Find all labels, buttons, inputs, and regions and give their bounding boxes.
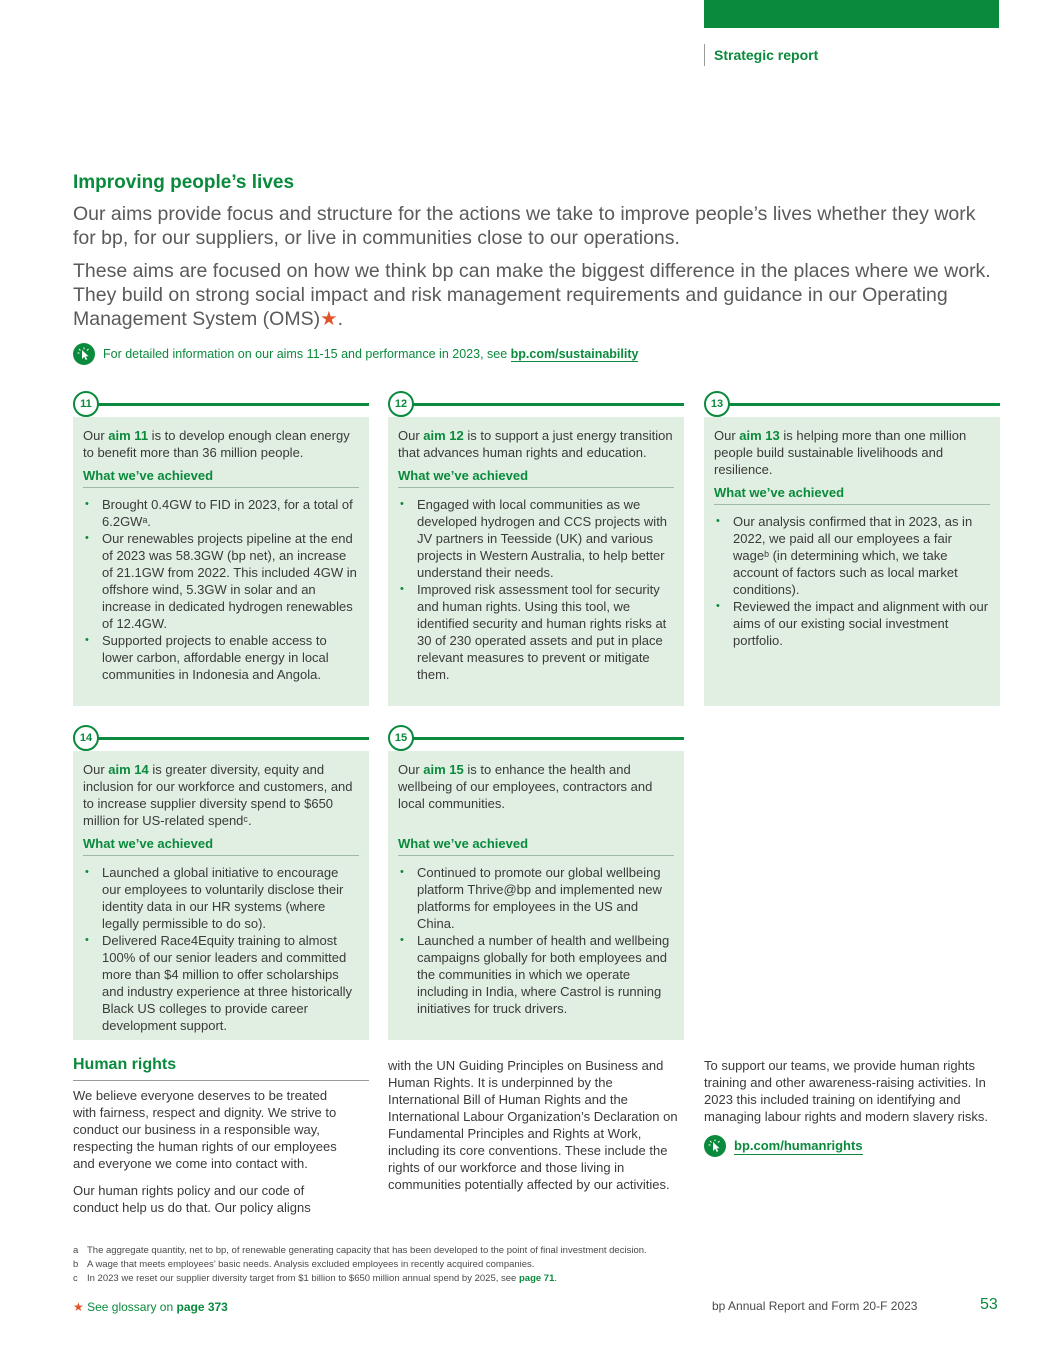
aim-description: Our aim 15 is to enhance the health and wellbeing of our employees, contractors and local communities. [398,762,653,811]
aim-card-14 [73,725,369,1040]
footnote-b: b A wage that meets employees’ basic needs. Analysis excluded employees in recently acquired companies. [73,1259,535,1270]
pointer-icon [73,343,95,365]
human-rights-col-2 [388,1057,680,1203]
list-item: • Launched a global initiative to encourage our employees to voluntarily disclose their identity data in our HR systems (where legally permissible to do so). [83,864,359,932]
list-item: • Our analysis confirmed that in 2023, as in 2022, we paid all our employees a fair wageᵇ (in determining which, we take account of factors such as local market conditions). [714,513,990,598]
human-rights-heading: Human rights [73,1056,369,1081]
achieved-heading: What we’ve achieved [714,484,990,505]
list-item: • Supported projects to enable access to lower carbon, affordable energy in local communities in Indonesia and Angola. [83,632,359,683]
sustainability-link-text: For detailed information on our aims 11-15 and performance in 2023, see bp.com/sustainability [103,347,639,361]
human-rights-paragraph: Our human rights policy and our code of conduct help us do that. Our policy aligns [73,1183,311,1215]
aim-card-15 [388,725,684,1040]
aim-description: Our aim 12 is to support a just energy transition that advances human rights and education. [398,428,673,460]
list-item: • Brought 0.4GW to FID in 2023, for a total of 6.2GWᵃ. [83,496,359,530]
human-rights-col-3 [704,1057,996,1157]
list-item: • Our renewables projects pipeline at the end of 2023 was 58.3GW (bp net), an increase of 21.1GW from 2022. This included 4GW in offshore wind, 5.3GW in solar and an increase in dedicated hydrogen renewables of 12.4GW. [83,530,359,632]
sustainability-link[interactable]: bp.com/sustainability [510,347,639,361]
page-71-link[interactable]: page 71 [518,1273,555,1284]
aim-number-badge: 14 [73,725,99,751]
list-item: • Engaged with local communities as we developed hydrogen and CCS projects with JV partners in Teesside (UK) and various projects in Western Australia, to help better understand their needs. [398,496,674,581]
footnote-c: c In 2023 we reset our supplier diversity target from $1 billion to $650 million annual spend by 2025, see page 71. [73,1273,558,1284]
aim-number-badge: 11 [73,391,99,417]
top-green-bar [704,0,999,28]
human-rights-col-1 [73,1087,353,1226]
glossary-star-icon: ★ [73,1300,84,1314]
section-label: Strategic report [704,44,818,66]
list-item: • Reviewed the impact and alignment with our aims of our existing social investment portfolio. [714,598,990,649]
aim-number-badge: 13 [704,391,730,417]
aim-number-badge: 15 [388,725,414,751]
sustainability-link-line [73,343,638,365]
achieved-heading: What we’ve achieved [398,835,674,856]
glossary-note: ★ See glossary on page 373 [73,1300,228,1314]
page-title: Improving people’s lives [73,172,295,193]
intro-paragraph-1: Our aims provide focus and structure for the actions we take to improve people’s lives whether they work for bp, for our suppliers, or live in communities close to our operations. [73,203,976,249]
list-item: • Improved risk assessment tool for security and human rights. Using this tool, we identified security and human rights risks at 30 of 230 operated assets and put in place relevant measures to prevent or mitigate them. [398,581,674,683]
list-item: • Launched a number of health and wellbeing campaigns globally for both employees and the communities in which we operate including in India, where Castrol is running initiatives for truck drivers. [398,932,674,1017]
aim-card-13 [704,391,1000,706]
human-rights-paragraph: with the UN Guiding Principles on Business and Human Rights. It is underpinned by the International Bill of Human Rights and the International Labour Organization’s Declaration on Fundamental Principles and Rights at Work, including its core conventions. These include the rights of our workforce and those living in communities potentially affected by our activities. [388,1058,678,1192]
list-item: • Continued to promote our global wellbeing platform Thrive@bp and implemented new platforms for employees in the US and China. [398,864,674,932]
aim-description: Our aim 14 is greater diversity, equity and inclusion for our workforce and customers, and to increase supplier diversity spend to $650 million for US-related spendᶜ. [83,762,353,828]
page-number: 53 [980,1296,998,1313]
human-rights-link[interactable]: bp.com/humanrights [734,1138,863,1153]
human-rights-paragraph: We believe everyone deserves to be treated with fairness, respect and dignity. We strive to conduct our business in a responsible way, respecting the human rights of our employees and everyone we come into contact with. [73,1088,337,1171]
intro-paragraph-2: These aims are focused on how we think bp can make the biggest difference in the places where we work. They build on strong social impact and risk management requirements and guidance in our Operating Management System (OMS)★. [73,260,991,330]
aim-card-11 [73,391,369,706]
aim-description: Our aim 13 is helping more than one million people build sustainable livelihoods and resilience. [714,428,967,477]
glossary-page-link[interactable]: page 373 [176,1300,228,1314]
list-item: • Delivered Race4Equity training to almost 100% of our senior leaders and committed more than $4 million to offer scholarships and industry experience at three historically Black US colleges to provide career development support. [83,932,359,1034]
footnotes [73,1244,973,1286]
achieved-heading: What we’ve achieved [83,467,359,488]
glossary-star-icon: ★ [320,308,338,330]
pointer-icon [704,1135,726,1157]
achieved-heading: What we’ve achieved [83,835,359,856]
aim-description: Our aim 11 is to develop enough clean energy to benefit more than 36 million people. [83,428,350,460]
aim-card-12 [388,391,684,706]
human-rights-paragraph: To support our teams, we provide human rights training and other awareness-raising activities. In 2023 this included training on identifying and managing labour rights and modern slavery risks. [704,1058,988,1124]
report-name: bp Annual Report and Form 20-F 2023 [712,1299,918,1313]
achieved-heading: What we’ve achieved [398,467,674,488]
aim-number-badge: 12 [388,391,414,417]
human-rights-link-line [704,1135,996,1157]
footnote-a: a The aggregate quantity, net to bp, of renewable generating capacity that has been developed to the point of final investment decision. [73,1245,647,1256]
